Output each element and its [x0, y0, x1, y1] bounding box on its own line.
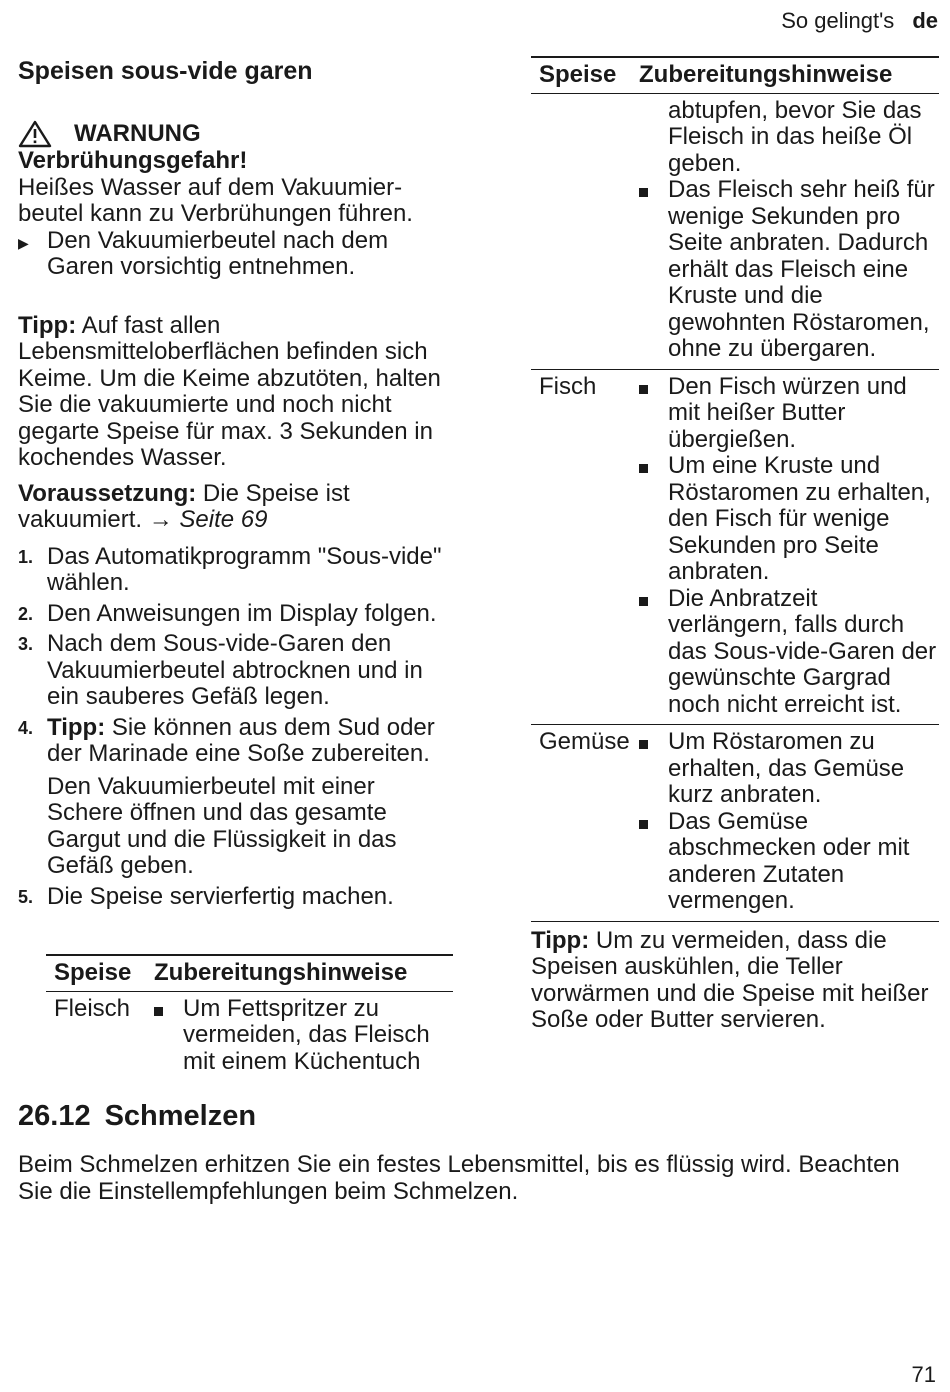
warning-box [18, 120, 454, 281]
table-header-row [531, 57, 939, 93]
step-item [18, 715, 454, 768]
step-text [47, 715, 454, 768]
running-header-title: So gelingt's [781, 8, 895, 33]
page-reference-link[interactable]: Seite 69 [179, 506, 268, 533]
tip-text: Auf fast allen Lebensmitteloberflächen befinden sich Keime. Um die Keime abzutöten, halten Sie die vakuumierte und noch nicht gegarte Speise für max. 3 Sekunden in kochendes Wasser. [18, 311, 441, 471]
step-tip-label: Tipp: [47, 713, 106, 741]
step-number: 4. [18, 717, 34, 738]
square-bullet-icon [639, 729, 668, 809]
column-header-hints: Zubereitungshinweise [631, 57, 939, 93]
list-item [639, 729, 939, 809]
hints-cell [631, 725, 939, 922]
prerequisite-text: Die Speise ist vakuumiert. [18, 479, 350, 533]
page-number: 71 [911, 1362, 936, 1387]
square-bullet-icon [639, 586, 668, 719]
prerequisite-label: Voraussetzung: [18, 479, 197, 507]
table-row [531, 93, 939, 369]
language-tag: de [912, 8, 938, 33]
step-text: Nach dem Sous-vide-Garen den Vakuumierbeutel abtrocknen und in ein sauberes Gefäß legen. [47, 630, 423, 710]
step-text: Die Speise servierfertig machen. [47, 882, 394, 910]
hints-cell [146, 991, 453, 1081]
hints-cell [631, 93, 939, 369]
warning-action [18, 228, 454, 281]
tip-label: Tipp: [531, 926, 590, 954]
list-item-text: Die Anbratzeit verlängern, falls durch das Sous-vide-Garen der gewünschte Gargrad noch nicht erreicht ist. [668, 584, 937, 718]
category-cell: Gemüse [531, 725, 631, 922]
list-item [639, 586, 939, 719]
arrow-right-icon: → [148, 506, 173, 533]
step-item [18, 631, 454, 711]
preparation-table-part-1 [46, 954, 453, 1081]
list-item-text: Den Fisch würzen und mit heißer Butter übergießen. [668, 372, 907, 453]
square-bullet-icon [639, 177, 668, 363]
step-item [18, 544, 454, 597]
running-header [781, 8, 938, 34]
warning-triangle-icon [18, 120, 52, 148]
continuation-text: abtupfen, bevor Sie das Fleisch in das heiße Öl geben. [668, 96, 922, 177]
table-row [531, 369, 939, 725]
chapter-intro: Beim Schmelzen erhitzen Sie ein festes Lebensmittel, bis es flüssig wird. Beachten Sie die Einstellempfehlungen beim Schmelzen. [18, 1151, 900, 1205]
step-tip-text: Sie können aus dem Sud oder der Marinade eine Soße zubereiten. [47, 713, 435, 767]
list-item [639, 177, 939, 363]
table-row [531, 725, 939, 922]
square-bullet-icon [639, 453, 668, 586]
chapter-number: 26.12 [18, 1100, 91, 1132]
column-header-dish: Speise [46, 955, 146, 991]
warning-label: WARNUNG [74, 119, 201, 147]
right-column [531, 56, 939, 1034]
category-cell: Fleisch [54, 994, 131, 1022]
list-item-text: Um Röstaromen zu erhalten, das Gemüse kurz anbraten. [668, 728, 905, 808]
warning-header [18, 120, 454, 148]
tip-text: Um zu vermeiden, dass die Speisen auskühlen, die Teller vorwärmen und die Speise mit heißer Soße oder Butter servieren. [531, 926, 929, 1033]
list-item [639, 809, 939, 915]
section-title: Speisen sous-vide garen [18, 57, 313, 85]
step-item [18, 884, 454, 911]
step-number: 2. [18, 603, 34, 624]
column-header-hints: Zubereitungshinweise [146, 955, 453, 991]
square-bullet-icon [154, 996, 183, 1076]
left-column [18, 56, 454, 914]
step-number: 5. [18, 886, 34, 907]
list-item [639, 453, 939, 586]
step-item [18, 601, 454, 628]
step-text: Den Anweisungen im Display folgen. [47, 599, 437, 627]
tip-paragraph [18, 313, 454, 472]
warning-text: Heißes Wasser auf dem Vakuumier-beutel kann zu Verbrühungen führen. [18, 173, 413, 227]
list-item-text: Um Fettspritzer zu vermeiden, das Fleisch mit einem Küchentuch [183, 994, 430, 1075]
chapter-title: Schmelzen [104, 1100, 257, 1132]
step-extra-text: Den Vakuumierbeutel mit einer Schere öffnen und das gesamte Gargut und die Flüssigkeit in das Gefäß geben. [47, 772, 397, 879]
list-item [639, 374, 939, 454]
warning-action-text: Den Vakuumierbeutel nach dem Garen vorsichtig entnehmen. [47, 226, 389, 280]
category-cell: Fisch [531, 369, 631, 725]
list-item-text: Um eine Kruste und Röstaromen zu erhalten, den Fisch für wenige Sekunden pro Seite anbraten. [668, 452, 931, 585]
table-header-row [46, 955, 453, 991]
hints-cell [631, 369, 939, 725]
category-cell [531, 93, 631, 369]
list-item [154, 996, 453, 1076]
square-bullet-icon [639, 809, 668, 915]
preparation-table [46, 954, 453, 1081]
list-item-text: Das Gemüse abschmecken oder mit anderen Zutaten vermengen. [668, 807, 910, 914]
column-header-dish: Speise [531, 57, 631, 93]
square-bullet-icon [639, 374, 668, 454]
table-row [46, 991, 453, 1081]
step-number: 3. [18, 634, 34, 654]
serving-tip [531, 928, 939, 1034]
list-item-text: Das Fleisch sehr heiß für wenige Sekunden pro Seite anbraten. Dadurch erhält das Fleisch eine Kruste und die gewohnten Röstaromen, ohne zu übergaren. [668, 176, 935, 362]
preparation-table-part-2 [531, 56, 939, 922]
step-text: Das Automatikprogramm "Sous-vide" wählen. [47, 542, 442, 596]
step-list [18, 544, 454, 911]
chapter-heading [18, 1100, 256, 1133]
step-number: 1. [18, 546, 34, 567]
prerequisite [18, 481, 454, 534]
warning-hazard: Verbrühungsgefahr! [18, 147, 248, 174]
tip-label: Tipp: [18, 311, 77, 339]
triangle-bullet-icon: ▶ [18, 234, 29, 251]
